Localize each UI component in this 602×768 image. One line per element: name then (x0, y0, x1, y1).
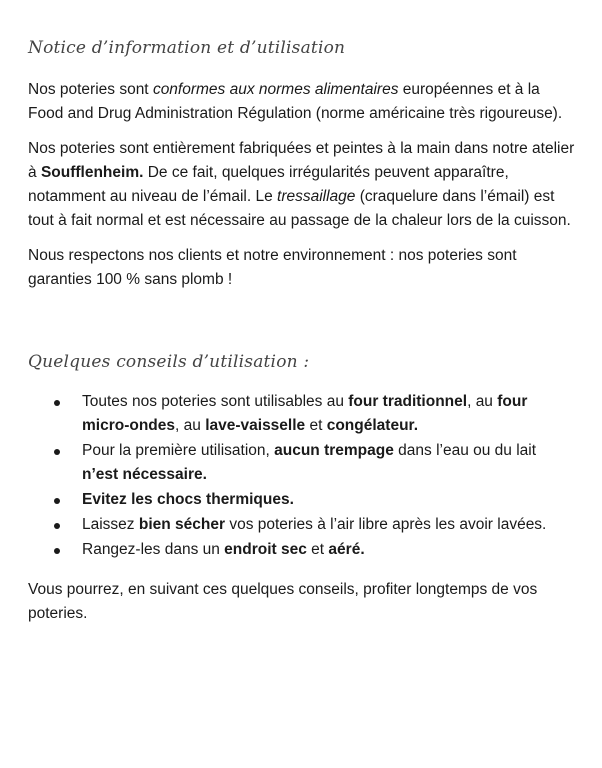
page-title: Notice d’information et d’utilisation (28, 38, 346, 58)
emphasis-text: tressaillage (277, 188, 356, 205)
list-item (54, 488, 576, 512)
text-run: et (306, 541, 329, 558)
text-run: européennes et à la Food and Drug Administration Régulation (norme américaine très rigoureuse). (28, 81, 563, 122)
text-run: Pour la première utilisation, (82, 442, 275, 459)
bold-text: aéré. (328, 541, 365, 558)
section-subtitle: Quelques conseils d’utilisation : (28, 352, 310, 372)
bold-text: lave-vaisselle (205, 417, 306, 434)
bold-text: aucun trempage (274, 442, 394, 459)
list-item (54, 439, 576, 487)
bold-text: Evitez les chocs thermiques. (82, 491, 294, 508)
paragraph-closing: Vous pourrez, en suivant ces quelques conseils, profiter longtemps de vos poteries. (28, 581, 538, 622)
bold-text: bien sécher (138, 516, 226, 533)
list-item (54, 513, 576, 537)
text-run: , au (175, 417, 206, 434)
bullet-icon (54, 449, 60, 455)
bold-text: congélateur. (326, 417, 419, 434)
emphasis-text: conformes aux normes alimentaires (152, 81, 399, 98)
text-run: dans l’eau ou du lait (393, 442, 537, 459)
text-run: Toutes nos poteries sont utilisables au (82, 393, 349, 410)
bold-text: Soufflenheim. (40, 164, 144, 181)
bullet-icon (54, 498, 60, 504)
list-item (54, 390, 576, 438)
text-run: Nos poteries sont (28, 81, 153, 98)
bold-text: endroit sec (224, 541, 307, 558)
text-run: , au (467, 393, 498, 410)
text-run: Laissez (82, 516, 139, 533)
text-run: (craquelure dans l’émail) est tout à fait normal et est nécessaire au passage de la chaleur lors de la cuisson. (28, 188, 571, 229)
bullet-icon (54, 523, 60, 529)
text-run: Rangez-les dans un (82, 541, 225, 558)
paragraph-handmade (28, 137, 576, 233)
list-item (54, 538, 576, 562)
document-page (28, 28, 576, 637)
text-run: De ce fait, quelques irrégularités peuvent apparaître, notamment au niveau de l’émail. Le (28, 164, 509, 205)
paragraph-lead-free: Nous respectons nos clients et notre environnement : nos poteries sont garanties 100 % sans plomb ! (28, 247, 517, 288)
bullet-icon (54, 400, 60, 406)
bold-text: n’est nécessaire. (82, 466, 207, 483)
text-run: vos poteries à l’air libre après les avoir lavées. (225, 516, 547, 533)
bold-text: four micro-ondes (82, 393, 528, 434)
paragraph-food-standards (28, 78, 576, 126)
bullet-icon (54, 548, 60, 554)
text-run: et (305, 417, 327, 434)
text-run: Nos poteries sont entièrement fabriquées et peintes à la main dans notre atelier à (28, 140, 575, 181)
tips-list (28, 390, 576, 562)
bold-text: four traditionnel (348, 393, 468, 410)
